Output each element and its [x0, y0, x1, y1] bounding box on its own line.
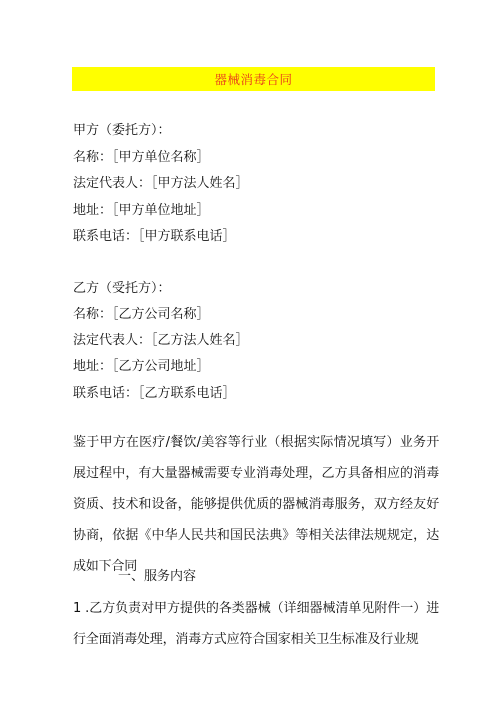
preamble-paragraph: 鉴于甲方在医疗/餐饮/美容等行业（根据实际情况填写）业务开展过程中，有大量器械需要专业消毒处理，乙方具备相应的消毒资质、技术和设备，能够提供优质的器械消毒服务，双方经友好协商，依据《中华人民共和国民法典》等相关法律法规规定，达成如下合同	[73, 435, 439, 574]
party-a-address: 地址：［甲方单位地址］	[73, 203, 210, 218]
party-a-representative: 法定代表人：［甲方法人姓名］	[73, 176, 249, 191]
party-b-name: 名称：［乙方公司名称］	[73, 307, 210, 322]
party-a-heading: 甲方（委托方）：	[73, 123, 171, 138]
party-a-name: 名称：［甲方单位名称］	[73, 150, 210, 165]
clause-1-paragraph: 1 .乙方负责对甲方提供的各类器械（详细器械清单见附件一）进行全面消毒处理，消毒方式应符合国家相关卫生标准及行业规	[73, 601, 439, 647]
party-b-phone: 联系电话：［乙方联系电话］	[73, 386, 236, 401]
party-b-address: 地址：［乙方公司地址］	[73, 359, 210, 374]
party-b-heading: 乙方（受托方）：	[73, 281, 171, 296]
party-b-representative: 法定代表人：［乙方法人姓名］	[73, 333, 249, 348]
section-1-heading: 一、服务内容	[118, 569, 197, 584]
title-highlight	[72, 67, 435, 91]
document-title: 器械消毒合同	[214, 72, 293, 87]
party-a-phone: 联系电话：［甲方联系电话］	[73, 229, 236, 244]
